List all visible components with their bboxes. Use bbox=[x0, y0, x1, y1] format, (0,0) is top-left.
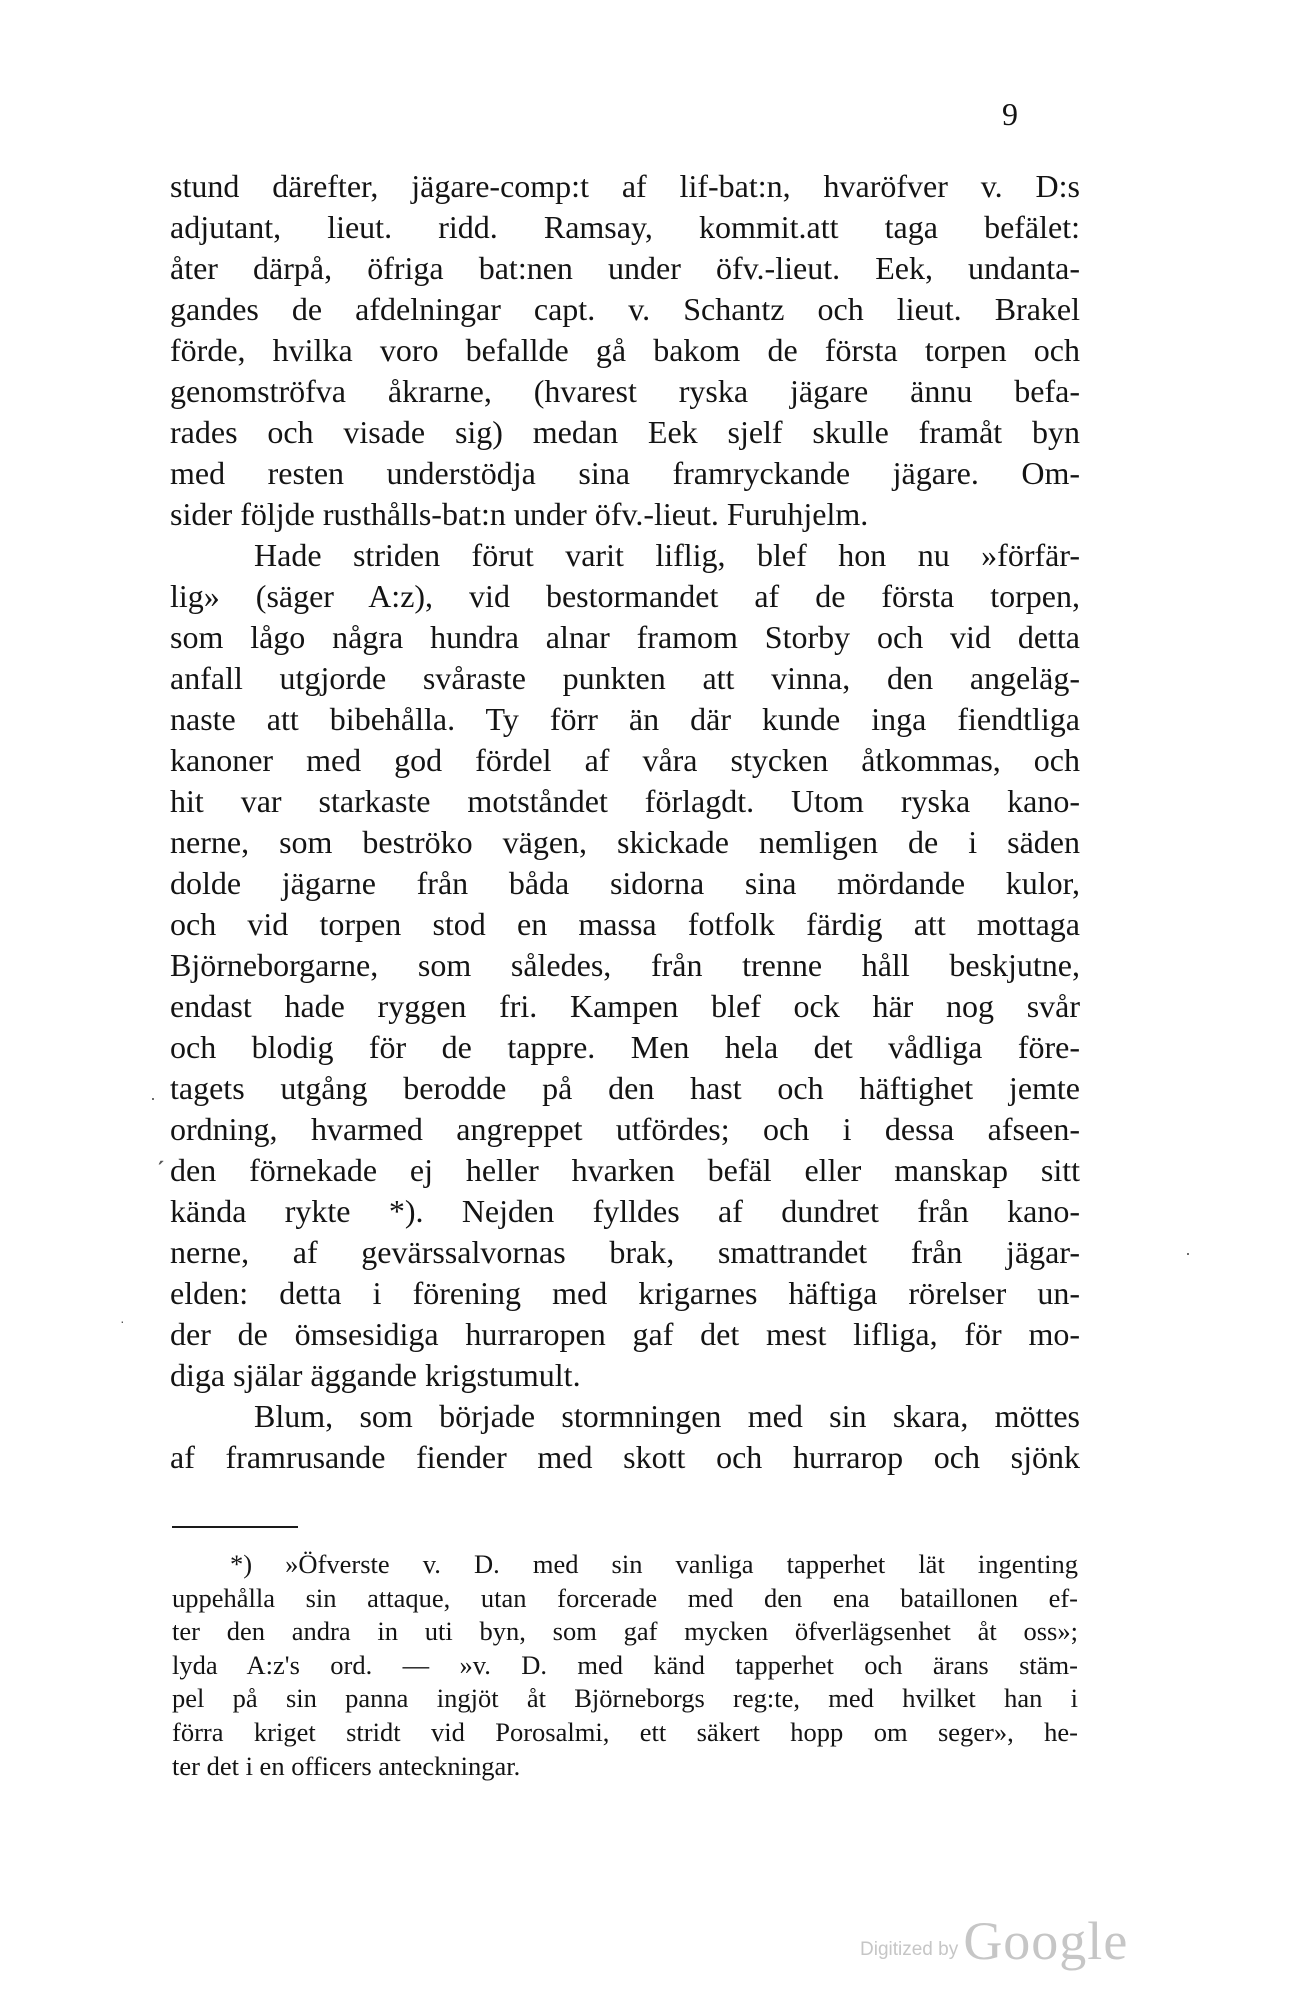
body-line: nerne, af gevärssalvornas brak, smattrandet från jägar- bbox=[170, 1234, 1080, 1270]
body-line: diga själar äggande krigstumult. bbox=[170, 1357, 581, 1393]
body-line: som lågo några hundra alnar framom Storby och vid detta bbox=[170, 619, 1080, 655]
body-line: adjutant, lieut. ridd. Ramsay, kommit.att taga befälet: bbox=[170, 209, 1080, 245]
body-line: sider följde rusthålls-bat:n under öfv.-lieut. Furuhjelm. bbox=[170, 496, 869, 532]
body-line: tagets utgång berodde på den hast och häftighet jemte bbox=[170, 1070, 1080, 1106]
body-line: elden: detta i förening med krigarnes häftiga rörelser un- bbox=[170, 1275, 1080, 1311]
footnote-line: förra kriget stridt vid Porosalmi, ett säkert hopp om seger», he- bbox=[172, 1716, 1078, 1747]
margin-dot-mark: · bbox=[120, 1313, 125, 1329]
body-line: stund därefter, jägare-comp:t af lif-bat:n, hvaröfver v. D:s bbox=[170, 168, 1080, 204]
footnote-line: ter den andra in uti byn, som gaf mycken öfverlägsenhet åt oss»; bbox=[172, 1616, 1078, 1647]
body-line: nerne, som beströko vägen, skickade nemligen de i säden bbox=[170, 824, 1080, 860]
body-line: kanoner med god fördel af våra stycken åtkommas, och bbox=[170, 742, 1080, 778]
footnote-text bbox=[172, 1548, 1078, 1783]
watermark-brand: Google bbox=[963, 1911, 1129, 1971]
footnote-line: uppehålla sin attaque, utan forcerade med den ena bataillonen ef- bbox=[172, 1582, 1078, 1613]
footnote-line: *) »Öfverste v. D. med sin vanliga tapperhet lät ingenting bbox=[230, 1549, 1078, 1579]
body-line: dolde jägarne från båda sidorna sina mördande kulor, bbox=[170, 865, 1080, 901]
margin-dot-mark: · bbox=[150, 1088, 156, 1108]
footnote-line: ter det i en officers anteckningar. bbox=[172, 1750, 521, 1781]
body-line: endast hade ryggen fri. Kampen blef ock här nog svår bbox=[170, 988, 1080, 1024]
body-line: der de ömsesidiga hurraropen gaf det mest lifliga, för mo- bbox=[170, 1316, 1080, 1352]
body-line: förde, hvilka voro befallde gå bakom de första torpen och bbox=[170, 332, 1080, 368]
body-line: gandes de afdelningar capt. v. Schantz och lieut. Brakel bbox=[170, 291, 1080, 327]
body-line: och vid torpen stod en massa fotfolk färdig att mottaga bbox=[170, 906, 1080, 942]
body-line: lig» (säger A:z), vid bestormandet af de första torpen, bbox=[170, 578, 1080, 614]
paragraph-start-line: Blum, som började stormningen med sin skara, möttes bbox=[254, 1398, 1080, 1434]
footnote-divider bbox=[172, 1526, 298, 1528]
body-line: af framrusande fiender med skott och hurrarop och sjönk bbox=[170, 1439, 1080, 1475]
body-line: rades och visade sig) medan Eek sjelf skulle framåt byn bbox=[170, 414, 1080, 450]
margin-dot-mark: · bbox=[1185, 1243, 1191, 1263]
digitization-watermark bbox=[860, 1910, 1128, 1972]
body-line: den förnekade ej heller hvarken befäl eller manskap sitt bbox=[170, 1152, 1080, 1188]
paragraph-start-line: Hade striden förut varit liflig, blef hon nu »förfär- bbox=[254, 537, 1080, 573]
body-text bbox=[170, 166, 1080, 1478]
body-line: hit var starkaste motståndet förlagdt. Utom ryska kano- bbox=[170, 783, 1080, 819]
footnote-line: pel på sin panna ingjöt åt Björneborgs reg:te, med hvilket han i bbox=[172, 1683, 1078, 1714]
body-line: och blodig för de tappre. Men hela det vådliga före- bbox=[170, 1029, 1080, 1065]
body-line: anfall utgjorde svåraste punkten att vinna, den angeläg- bbox=[170, 660, 1080, 696]
margin-tick-mark: ˊ bbox=[156, 1156, 166, 1187]
body-line: genomströfva åkrarne, (hvarest ryska jägare ännu befa- bbox=[170, 373, 1080, 409]
body-line: kända rykte *). Nejden fylldes af dundret från kano- bbox=[170, 1193, 1080, 1229]
body-line: åter därpå, öfriga bat:nen under öfv.-lieut. Eek, undanta- bbox=[170, 250, 1080, 286]
body-line: med resten understödja sina framryckande jägare. Om- bbox=[170, 455, 1080, 491]
body-line: ordning, hvarmed angreppet utfördes; och i dessa afseen- bbox=[170, 1111, 1080, 1147]
footnote-line: lyda A:z's ord. — »v. D. med känd tapperhet och ärans stäm- bbox=[172, 1649, 1078, 1680]
body-line: Björneborgarne, som således, från trenne håll beskjutne, bbox=[170, 947, 1080, 983]
page-number: 9 bbox=[1002, 96, 1018, 132]
watermark-prefix: Digitized by bbox=[860, 1939, 959, 1960]
body-line: naste att bibehålla. Ty förr än där kunde inga fiendtliga bbox=[170, 701, 1080, 737]
